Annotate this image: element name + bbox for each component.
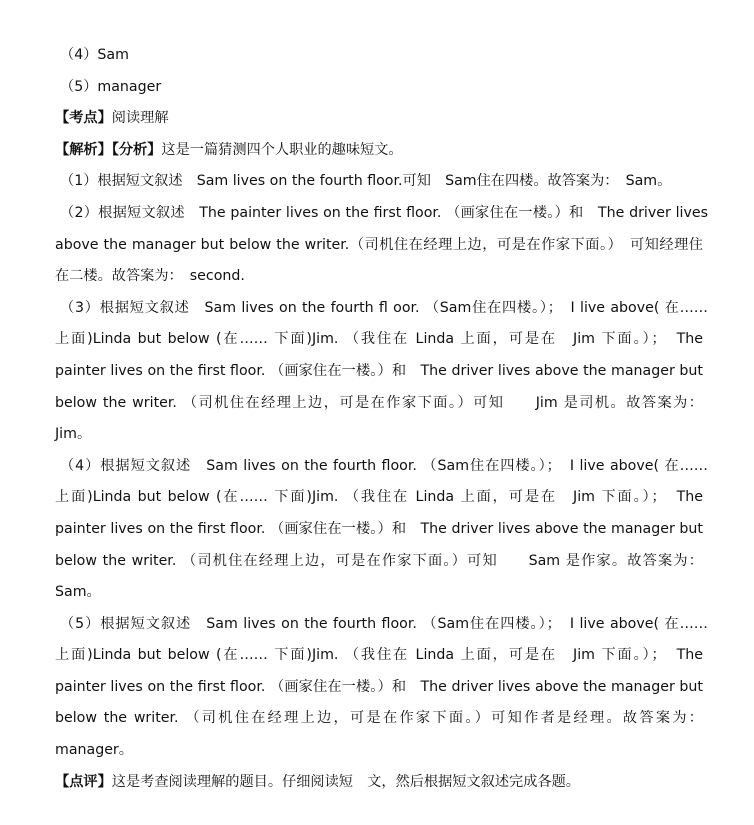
text-line [55,451,708,483]
text-line [55,230,703,262]
line-text: 这是考查阅读理解的题目。仔细阅读短 文，然后根据短文叙述完成各题。 [111,773,580,790]
text-line [55,166,715,198]
line-text: below the writer. （司机住在经理上边，可是在作家下面。）可知作者是经理。故答案为： [55,710,703,727]
text-line [55,767,715,799]
text-line [55,72,715,104]
text-line [55,577,715,609]
text-line [55,609,708,641]
line-text: painter lives on the first floor. （画家住在一楼。）和 The driver lives above the manager but [55,678,703,695]
text-line [55,324,703,356]
text-line [55,103,715,135]
line-text: （5）manager [60,78,162,95]
text-line [55,388,703,420]
line-text: Jim。 [55,426,92,443]
text-line [55,261,715,293]
line-text: below the writer. （司机住在经理上边，可是在作家下面。）可知 Jim 是司机。故答案为： [55,394,703,411]
text-line [55,40,715,72]
line-text: （3）根据短文叙述 Sam lives on the fourth fl oor. （Sam住在四楼。）； I live above( 在…… [60,299,708,316]
line-text: （1）根据短文叙述 Sam lives on the fourth floor.可知 Sam住在四楼。故答案为： Sam。 [60,173,672,190]
section-tag: 【解析】【分析】 [55,141,162,158]
text-line [55,703,703,735]
text-line [55,419,715,451]
line-text: below the writer. （司机住在经理上边，可是在作家下面。）可知 Sam 是作家。故答案为： [55,552,703,569]
line-text: （4）根据短文叙述 Sam lives on the fourth floor. （Sam住在四楼。）； I live above( 在…… [60,457,708,474]
line-text: 上面)Linda but below (在…… 下面)Jim. （我住在 Linda 上面，可是在 Jim 下面。）； The [55,647,703,664]
line-text: （5）根据短文叙述 Sam lives on the fourth floor. （Sam住在四楼。）； I live above( 在…… [60,615,708,632]
document-body [55,40,715,798]
text-line [55,356,703,388]
text-line [55,514,703,546]
line-text: 上面)Linda but below (在…… 下面)Jim. （我住在 Linda 上面，可是在 Jim 下面。）； The [55,331,703,348]
text-line [55,672,703,704]
line-text: （4）Sam [60,47,129,63]
line-text: 上面)Linda but below (在…… 下面)Jim. （我住在 Linda 上面，可是在 Jim 下面。）； The [55,489,703,506]
line-text: （2）根据短文叙述 The painter lives on the first floor. （画家住在一楼。）和 The driver lives [60,204,708,221]
line-text: above the manager but below the writer.（司机住在经理上边，可是在作家下面。） 可知经理住 [55,236,703,253]
section-tag: 【点评】 [55,773,112,790]
line-text: 在二楼。故答案为： second. [55,268,245,285]
line-text: painter lives on the first floor. （画家住在一楼。）和 The driver lives above the manager but [55,520,703,537]
text-line [55,198,708,230]
text-line [55,546,703,578]
line-text: 阅读理解 [111,110,169,127]
text-line [55,640,703,672]
section-tag: 【考点】 [55,110,112,127]
text-line [55,135,715,167]
text-line [55,293,708,325]
text-line [55,735,715,767]
line-text: Sam。 [55,584,101,601]
line-text: painter lives on the first floor. （画家住在一楼。）和 The driver lives above the manager but [55,362,703,379]
line-text: manager。 [55,742,133,759]
text-line [55,482,703,514]
line-text: 这是一篇猜测四个人职业的趣味短文。 [161,141,403,158]
